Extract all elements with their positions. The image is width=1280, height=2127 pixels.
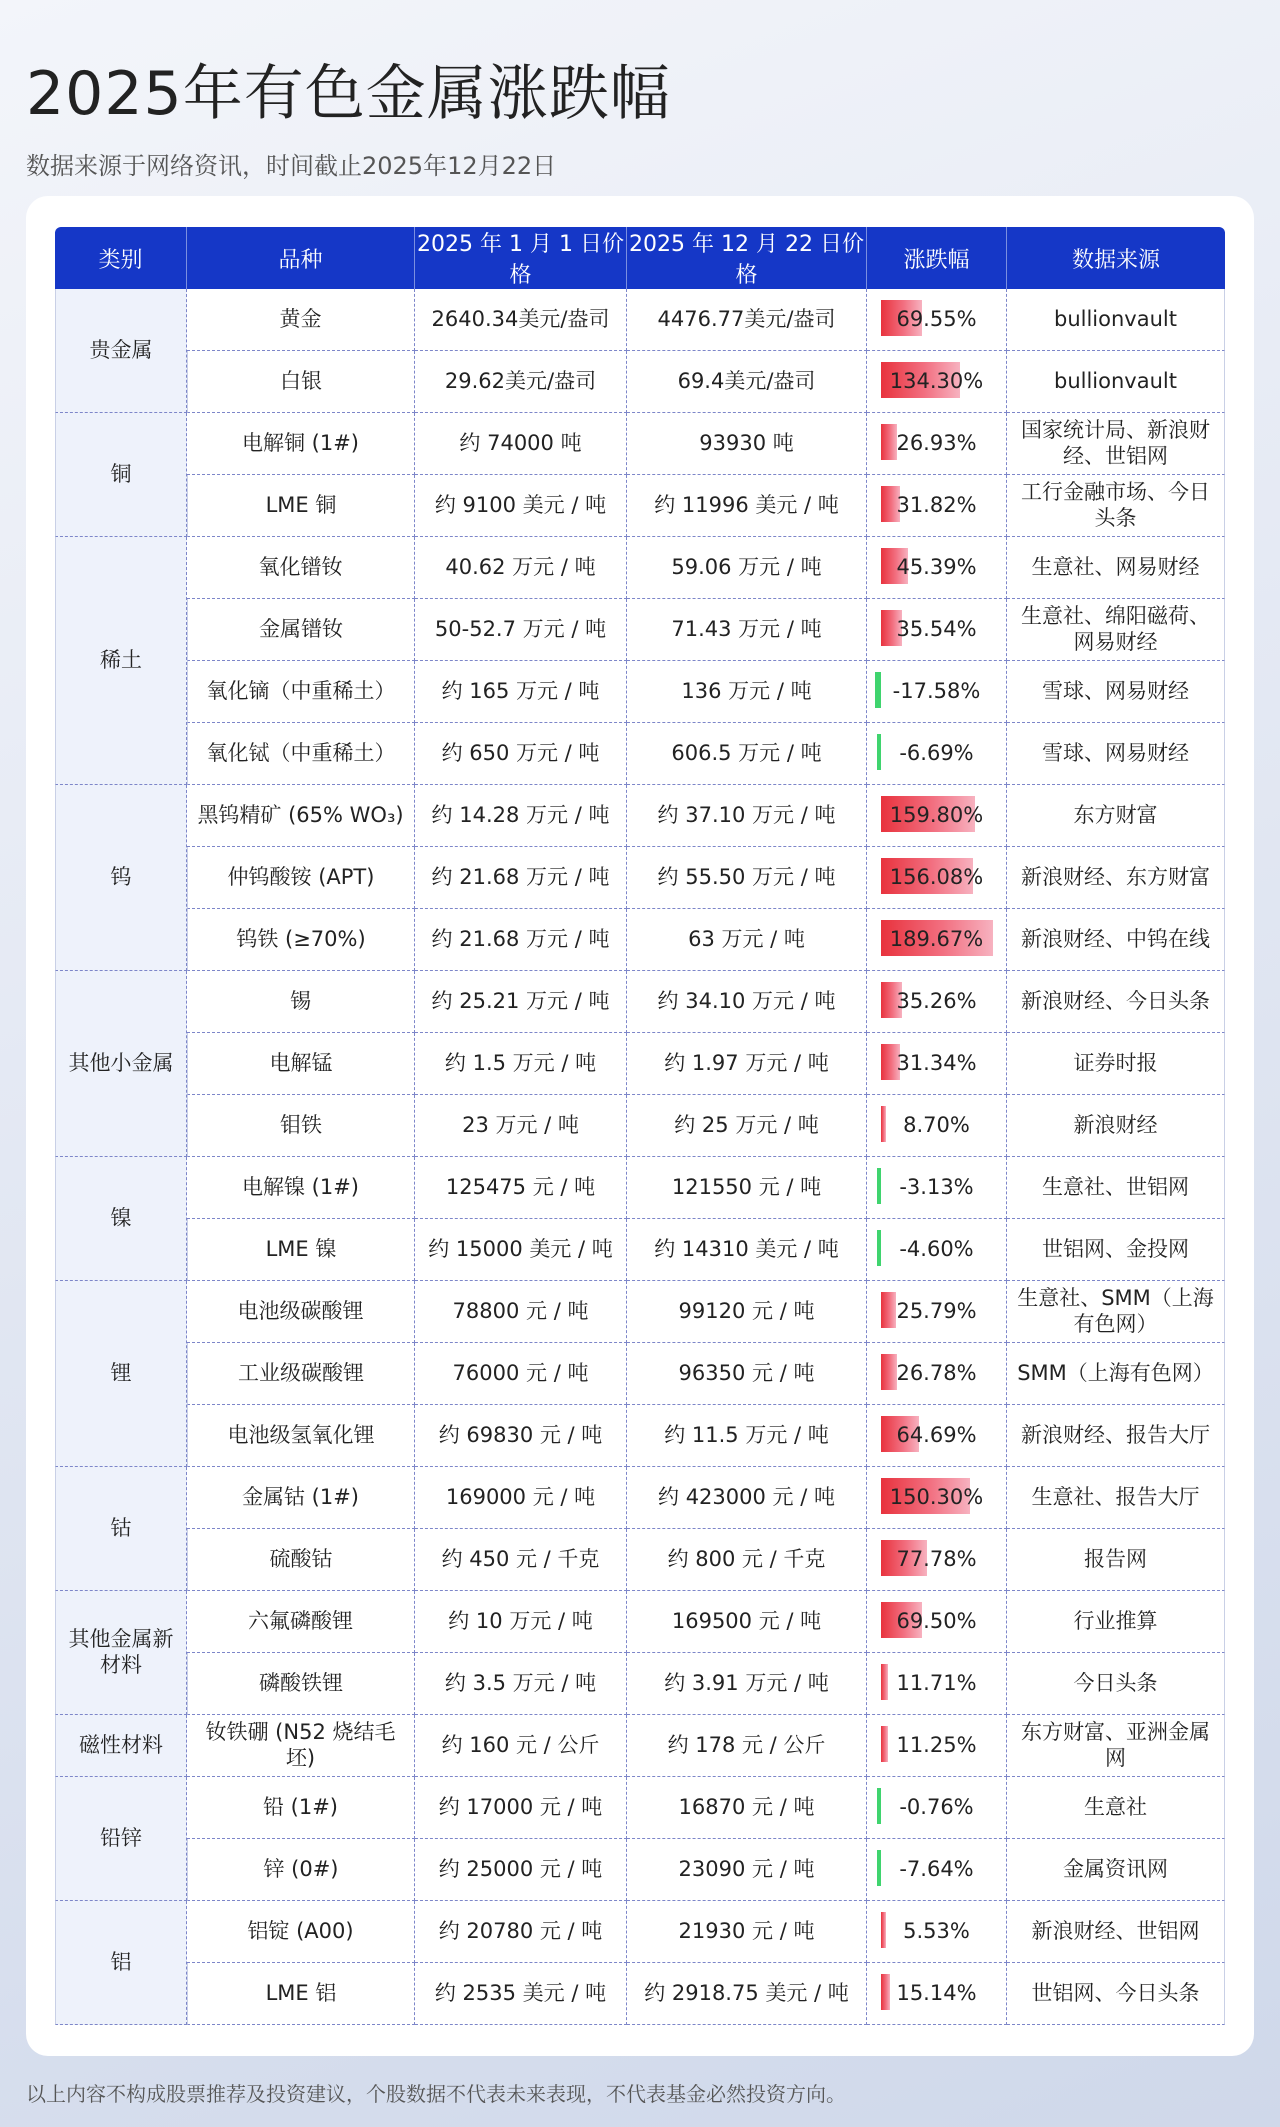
price-dec22-cell: 约 11996 美元 / 吨	[627, 475, 867, 537]
source-cell: 金属资讯网	[1007, 1839, 1225, 1901]
price-dec22-cell: 约 34.10 万元 / 吨	[627, 971, 867, 1033]
page-title: 2025年有色金属涨跌幅	[26, 59, 671, 129]
variety-cell: 铅 (1#)	[187, 1777, 415, 1839]
change-bar-up	[881, 1726, 888, 1762]
source-cell: 新浪财经、世铝网	[1007, 1901, 1225, 1963]
change-cell	[867, 661, 1007, 723]
source-cell: 国家统计局、新浪财经、世铝网	[1007, 413, 1225, 475]
change-value: -6.69%	[899, 740, 974, 765]
change-value: 69.50%	[896, 1608, 977, 1633]
change-value: 11.25%	[896, 1732, 977, 1757]
source-cell: 世铝网、今日头条	[1007, 1963, 1225, 2025]
change-bar-down	[877, 734, 881, 770]
category-cell: 稀土	[55, 537, 187, 785]
variety-cell: 氧化镨钕	[187, 537, 415, 599]
price-jan1-cell: 169000 元 / 吨	[415, 1467, 627, 1529]
change-value: 77.78%	[896, 1546, 977, 1571]
price-jan1-cell: 约 17000 元 / 吨	[415, 1777, 627, 1839]
variety-cell: LME 镍	[187, 1219, 415, 1281]
table-row	[55, 1095, 1225, 1157]
change-cell	[867, 1157, 1007, 1219]
change-value: 5.53%	[903, 1918, 970, 1943]
change-cell	[867, 1343, 1007, 1405]
source-cell: 世铝网、金投网	[1007, 1219, 1225, 1281]
variety-cell: 仲钨酸铵 (APT)	[187, 847, 415, 909]
price-jan1-cell: 约 10 万元 / 吨	[415, 1591, 627, 1653]
table-row	[55, 1839, 1225, 1901]
price-jan1-cell: 约 2535 美元 / 吨	[415, 1963, 627, 2025]
variety-cell: 钼铁	[187, 1095, 415, 1157]
source-cell: 生意社	[1007, 1777, 1225, 1839]
price-dec22-cell: 约 423000 元 / 吨	[627, 1467, 867, 1529]
change-cell	[867, 1281, 1007, 1343]
variety-cell: 铝锭 (A00)	[187, 1901, 415, 1963]
variety-cell: 白银	[187, 351, 415, 413]
change-cell	[867, 1405, 1007, 1467]
change-bar-up	[881, 1664, 888, 1700]
change-value: -7.64%	[899, 1856, 974, 1881]
source-cell: 东方财富、亚洲金属网	[1007, 1715, 1225, 1777]
change-cell	[867, 847, 1007, 909]
category-cell: 镍	[55, 1157, 187, 1281]
change-bar-down	[877, 1850, 881, 1886]
change-value: 31.34%	[896, 1050, 977, 1075]
category-cell: 磁性材料	[55, 1715, 187, 1777]
source-cell: bullionvault	[1007, 351, 1225, 413]
source-cell: 生意社、绵阳磁荷、网易财经	[1007, 599, 1225, 661]
price-jan1-cell: 约 160 元 / 公斤	[415, 1715, 627, 1777]
table-row	[55, 909, 1225, 971]
price-dec22-cell: 约 1.97 万元 / 吨	[627, 1033, 867, 1095]
table-row	[55, 847, 1225, 909]
change-bar-up	[881, 1912, 886, 1948]
change-cell	[867, 785, 1007, 847]
price-dec22-cell: 606.5 万元 / 吨	[627, 723, 867, 785]
change-value: -4.60%	[899, 1236, 974, 1261]
change-cell	[867, 1095, 1007, 1157]
table-row	[55, 1033, 1225, 1095]
header-price-dec22: 2025 年 12 月 22 日价格	[627, 227, 867, 289]
variety-cell: LME 铝	[187, 1963, 415, 2025]
change-value: 64.69%	[896, 1422, 977, 1447]
source-cell: 证券时报	[1007, 1033, 1225, 1095]
table-row	[55, 537, 1225, 599]
variety-cell: 电池级氢氧化锂	[187, 1405, 415, 1467]
change-value: 35.54%	[896, 616, 977, 641]
change-value: 15.14%	[896, 1980, 977, 2005]
price-dec22-cell: 4476.77美元/盎司	[627, 289, 867, 351]
variety-cell: 黑钨精矿 (65% WO₃)	[187, 785, 415, 847]
table-row	[55, 1653, 1225, 1715]
change-value: 35.26%	[896, 988, 977, 1013]
change-bar-down	[877, 1168, 881, 1204]
category-cell: 铝	[55, 1901, 187, 2025]
price-dec22-cell: 约 25 万元 / 吨	[627, 1095, 867, 1157]
variety-cell: 金属钴 (1#)	[187, 1467, 415, 1529]
category-cell: 贵金属	[55, 289, 187, 413]
source-cell: SMM（上海有色网）	[1007, 1343, 1225, 1405]
table-row	[55, 1219, 1225, 1281]
price-jan1-cell: 23 万元 / 吨	[415, 1095, 627, 1157]
change-cell	[867, 413, 1007, 475]
change-cell	[867, 1467, 1007, 1529]
change-cell	[867, 1591, 1007, 1653]
variety-cell: LME 铜	[187, 475, 415, 537]
price-jan1-cell: 约 25000 元 / 吨	[415, 1839, 627, 1901]
price-dec22-cell: 约 178 元 / 公斤	[627, 1715, 867, 1777]
category-cell: 钨	[55, 785, 187, 971]
source-cell: bullionvault	[1007, 289, 1225, 351]
variety-cell: 硫酸钴	[187, 1529, 415, 1591]
price-dec22-cell: 约 800 元 / 千克	[627, 1529, 867, 1591]
price-jan1-cell: 约 21.68 万元 / 吨	[415, 847, 627, 909]
change-bar-down	[875, 672, 881, 708]
table-card	[26, 196, 1254, 2056]
change-value: -0.76%	[899, 1794, 974, 1819]
change-cell	[867, 1033, 1007, 1095]
change-bar-down	[877, 1788, 881, 1824]
change-value: 69.55%	[896, 306, 977, 331]
change-cell	[867, 1715, 1007, 1777]
change-cell	[867, 351, 1007, 413]
source-cell: 新浪财经、东方财富	[1007, 847, 1225, 909]
price-jan1-cell: 78800 元 / 吨	[415, 1281, 627, 1343]
price-jan1-cell: 约 165 万元 / 吨	[415, 661, 627, 723]
category-cell: 锂	[55, 1281, 187, 1467]
table-header-row	[55, 227, 1225, 289]
change-value: 31.82%	[896, 492, 977, 517]
table-row	[55, 1157, 1225, 1219]
price-change-table	[55, 227, 1225, 2025]
table-row	[55, 1963, 1225, 2025]
source-cell: 生意社、网易财经	[1007, 537, 1225, 599]
change-cell	[867, 1653, 1007, 1715]
source-cell: 新浪财经、中钨在线	[1007, 909, 1225, 971]
price-jan1-cell: 约 9100 美元 / 吨	[415, 475, 627, 537]
table-row	[55, 1529, 1225, 1591]
header-price-jan1: 2025 年 1 月 1 日价格	[415, 227, 627, 289]
variety-cell: 磷酸铁锂	[187, 1653, 415, 1715]
table-row	[55, 1405, 1225, 1467]
source-cell: 雪球、网易财经	[1007, 661, 1225, 723]
variety-cell: 锡	[187, 971, 415, 1033]
header-change: 涨跌幅	[867, 227, 1007, 289]
price-jan1-cell: 50-52.7 万元 / 吨	[415, 599, 627, 661]
change-cell	[867, 1839, 1007, 1901]
change-bar-up	[881, 1292, 896, 1328]
change-cell	[867, 1901, 1007, 1963]
price-dec22-cell: 96350 元 / 吨	[627, 1343, 867, 1405]
price-jan1-cell: 约 15000 美元 / 吨	[415, 1219, 627, 1281]
change-cell	[867, 1219, 1007, 1281]
price-dec22-cell: 71.43 万元 / 吨	[627, 599, 867, 661]
price-jan1-cell: 约 69830 元 / 吨	[415, 1405, 627, 1467]
change-cell	[867, 599, 1007, 661]
change-bar-up	[881, 1354, 897, 1390]
price-dec22-cell: 136 万元 / 吨	[627, 661, 867, 723]
price-dec22-cell: 169500 元 / 吨	[627, 1591, 867, 1653]
price-dec22-cell: 约 55.50 万元 / 吨	[627, 847, 867, 909]
source-cell: 今日头条	[1007, 1653, 1225, 1715]
change-cell	[867, 537, 1007, 599]
source-cell: 东方财富	[1007, 785, 1225, 847]
price-jan1-cell: 约 14.28 万元 / 吨	[415, 785, 627, 847]
change-value: 159.80%	[889, 802, 984, 827]
variety-cell: 氧化铽（中重稀土）	[187, 723, 415, 785]
price-dec22-cell: 约 11.5 万元 / 吨	[627, 1405, 867, 1467]
change-cell	[867, 475, 1007, 537]
change-value: 26.78%	[896, 1360, 977, 1385]
price-jan1-cell: 76000 元 / 吨	[415, 1343, 627, 1405]
source-cell: 新浪财经、今日头条	[1007, 971, 1225, 1033]
source-cell: 工行金融市场、今日头条	[1007, 475, 1225, 537]
price-dec22-cell: 约 14310 美元 / 吨	[627, 1219, 867, 1281]
source-cell: 新浪财经、报告大厅	[1007, 1405, 1225, 1467]
table-row	[55, 1281, 1225, 1343]
table-row	[55, 971, 1225, 1033]
price-dec22-cell: 99120 元 / 吨	[627, 1281, 867, 1343]
variety-cell: 黄金	[187, 289, 415, 351]
change-cell	[867, 1963, 1007, 2025]
table-row	[55, 785, 1225, 847]
price-dec22-cell: 63 万元 / 吨	[627, 909, 867, 971]
price-dec22-cell: 21930 元 / 吨	[627, 1901, 867, 1963]
variety-cell: 钕铁硼 (N52 烧结毛坯)	[187, 1715, 415, 1777]
change-value: 11.71%	[896, 1670, 977, 1695]
price-jan1-cell: 40.62 万元 / 吨	[415, 537, 627, 599]
price-jan1-cell: 约 3.5 万元 / 吨	[415, 1653, 627, 1715]
change-value: 156.08%	[889, 864, 984, 889]
change-bar-up	[881, 1106, 886, 1142]
source-cell: 新浪财经	[1007, 1095, 1225, 1157]
category-cell: 钴	[55, 1467, 187, 1591]
table-row	[55, 723, 1225, 785]
price-jan1-cell: 约 20780 元 / 吨	[415, 1901, 627, 1963]
variety-cell: 电解锰	[187, 1033, 415, 1095]
source-cell: 报告网	[1007, 1529, 1225, 1591]
price-dec22-cell: 23090 元 / 吨	[627, 1839, 867, 1901]
table-row	[55, 475, 1225, 537]
change-value: 189.67%	[889, 926, 984, 951]
change-bar-up	[881, 1974, 890, 2010]
table-row	[55, 1901, 1225, 1963]
change-bar-down	[877, 1230, 881, 1266]
source-cell: 生意社、SMM（上海有色网）	[1007, 1281, 1225, 1343]
header-source: 数据来源	[1007, 227, 1225, 289]
table-row	[55, 351, 1225, 413]
price-dec22-cell: 69.4美元/盎司	[627, 351, 867, 413]
price-dec22-cell: 约 2918.75 美元 / 吨	[627, 1963, 867, 2025]
change-value: -17.58%	[892, 678, 981, 703]
change-value: 25.79%	[896, 1298, 977, 1323]
price-dec22-cell: 约 3.91 万元 / 吨	[627, 1653, 867, 1715]
source-cell: 雪球、网易财经	[1007, 723, 1225, 785]
change-value: 45.39%	[896, 554, 977, 579]
source-cell: 行业推算	[1007, 1591, 1225, 1653]
variety-cell: 工业级碳酸锂	[187, 1343, 415, 1405]
change-value: 26.93%	[896, 430, 977, 455]
price-jan1-cell: 125475 元 / 吨	[415, 1157, 627, 1219]
change-cell	[867, 1529, 1007, 1591]
change-value: 134.30%	[889, 368, 984, 393]
header-variety: 品种	[187, 227, 415, 289]
price-dec22-cell: 121550 元 / 吨	[627, 1157, 867, 1219]
change-cell	[867, 1777, 1007, 1839]
price-jan1-cell: 约 25.21 万元 / 吨	[415, 971, 627, 1033]
category-cell: 铜	[55, 413, 187, 537]
price-jan1-cell: 约 74000 吨	[415, 413, 627, 475]
change-cell	[867, 909, 1007, 971]
price-dec22-cell: 59.06 万元 / 吨	[627, 537, 867, 599]
price-jan1-cell: 约 1.5 万元 / 吨	[415, 1033, 627, 1095]
variety-cell: 钨铁 (≥70%)	[187, 909, 415, 971]
price-jan1-cell: 约 450 元 / 千克	[415, 1529, 627, 1591]
price-jan1-cell: 29.62美元/盎司	[415, 351, 627, 413]
table-row	[55, 1777, 1225, 1839]
table-row	[55, 1715, 1225, 1777]
source-cell: 生意社、报告大厅	[1007, 1467, 1225, 1529]
table-row	[55, 289, 1225, 351]
variety-cell: 电池级碳酸锂	[187, 1281, 415, 1343]
price-dec22-cell: 93930 吨	[627, 413, 867, 475]
table-row	[55, 599, 1225, 661]
table-row	[55, 1467, 1225, 1529]
source-cell: 生意社、世铝网	[1007, 1157, 1225, 1219]
variety-cell: 电解镍 (1#)	[187, 1157, 415, 1219]
header-category: 类别	[55, 227, 187, 289]
change-value: 150.30%	[889, 1484, 984, 1509]
change-cell	[867, 289, 1007, 351]
price-dec22-cell: 16870 元 / 吨	[627, 1777, 867, 1839]
variety-cell: 锌 (0#)	[187, 1839, 415, 1901]
disclaimer: 以上内容不构成股票推荐及投资建议，个股数据不代表未来表现，不代表基金必然投资方向。	[26, 2082, 846, 2106]
price-jan1-cell: 约 21.68 万元 / 吨	[415, 909, 627, 971]
variety-cell: 金属镨钕	[187, 599, 415, 661]
price-jan1-cell: 2640.34美元/盎司	[415, 289, 627, 351]
category-cell: 其他小金属	[55, 971, 187, 1157]
variety-cell: 六氟磷酸锂	[187, 1591, 415, 1653]
variety-cell: 电解铜 (1#)	[187, 413, 415, 475]
change-value: -3.13%	[899, 1174, 974, 1199]
change-value: 8.70%	[903, 1112, 970, 1137]
category-cell: 其他金属新材料	[55, 1591, 187, 1715]
table-row	[55, 1591, 1225, 1653]
table-row	[55, 661, 1225, 723]
price-dec22-cell: 约 37.10 万元 / 吨	[627, 785, 867, 847]
change-bar-up	[881, 424, 897, 460]
price-jan1-cell: 约 650 万元 / 吨	[415, 723, 627, 785]
category-cell: 铅锌	[55, 1777, 187, 1901]
table-row	[55, 1343, 1225, 1405]
table-row	[55, 413, 1225, 475]
variety-cell: 氧化镝（中重稀土）	[187, 661, 415, 723]
change-cell	[867, 723, 1007, 785]
change-cell	[867, 971, 1007, 1033]
page-subtitle: 数据来源于网络资讯，时间截止2025年12月22日	[26, 152, 557, 180]
